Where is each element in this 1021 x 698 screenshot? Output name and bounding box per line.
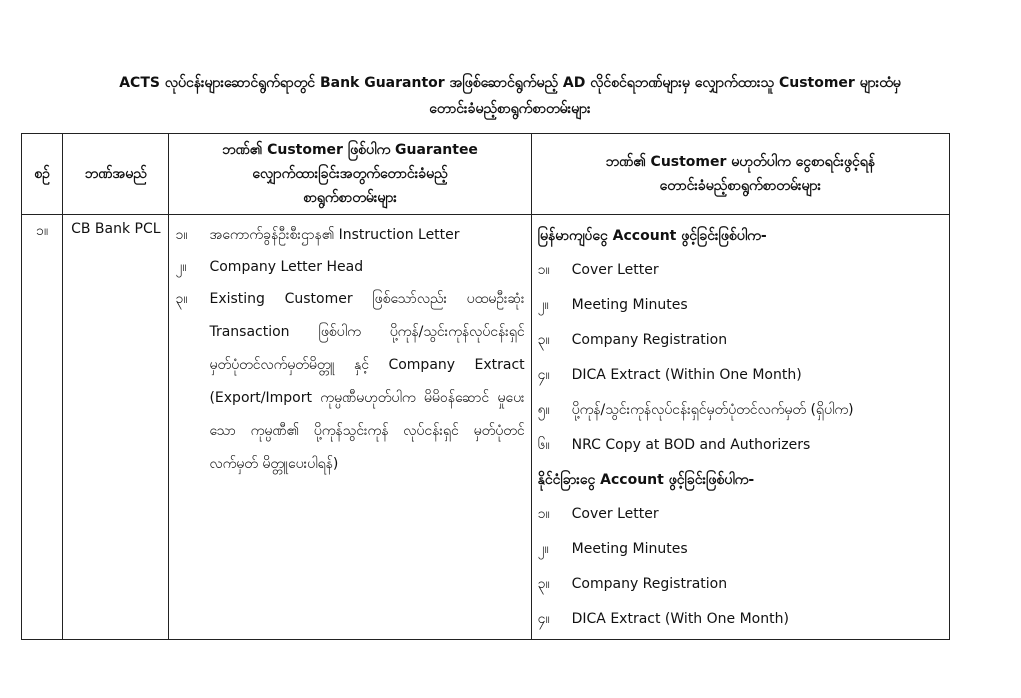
- item-text: DICA Extract (With One Month): [571, 611, 789, 627]
- customer-doc-item: [175, 219, 524, 251]
- document-title: [40, 70, 980, 122]
- local-doc-item: [538, 358, 943, 393]
- item-number: ၃။: [175, 291, 188, 307]
- header-customer-docs-line3: စာရွက်စာတမ်းများ: [303, 190, 397, 206]
- header-no: စဉ်: [22, 134, 63, 215]
- title-line-2: တောင်းခံမည့်စာရွက်စာတမ်းများ: [429, 101, 591, 117]
- item-text: Meeting Minutes: [571, 297, 688, 313]
- header-bank: ဘဏ်အမည်: [63, 134, 169, 215]
- item-number: ၄။: [537, 367, 550, 383]
- header-non-customer-docs-line1: ဘဏ်၏ Customer မဟုတ်ပါက ငွေစာရင်းဖွင့်ရန်: [605, 154, 875, 170]
- local-doc-item: [538, 253, 943, 288]
- title-line-1: ACTS လုပ်ငန်းများဆောင်ရွက်ရာတွင် Bank Guarantor အဖြစ်ဆောင်ရွက်မည့် AD လိုင်စင်ရဘဏ်များမှ လျှောက်ထားသူ Customer များထံမှ: [119, 75, 901, 91]
- bank-name: CB Bank PCL: [63, 215, 169, 640]
- foreign-doc-item: [538, 567, 943, 602]
- local-doc-item: [538, 288, 943, 323]
- header-customer-docs-line2: လျှောက်ထားခြင်းအတွက်တောင်းခံမည့်: [252, 166, 448, 182]
- item-text: Meeting Minutes: [571, 541, 688, 557]
- item-number: ၁။: [175, 227, 188, 243]
- customer-doc-item: [175, 283, 524, 481]
- item-number: ၂။: [175, 259, 187, 275]
- item-number: ၁။: [537, 262, 550, 278]
- customer-docs-cell: [169, 215, 531, 640]
- item-text: Company Registration: [571, 576, 728, 592]
- item-number: ၁။: [537, 506, 550, 522]
- foreign-doc-item: [538, 532, 943, 567]
- item-number: ၆။: [537, 437, 550, 453]
- item-number: ၅။: [537, 402, 550, 418]
- local-doc-item: [538, 323, 943, 358]
- foreign-currency-heading: နိုင်ငံခြားငွေ Account ဖွင့်ခြင်းဖြစ်ပါက-: [537, 472, 755, 488]
- item-text: Cover Letter: [571, 506, 659, 522]
- item-number: ၄။: [537, 611, 550, 627]
- item-number: ၂။: [537, 297, 549, 313]
- local-currency-heading: မြန်မာကျပ်ငွေ Account ဖွင့်ခြင်းဖြစ်ပါက-: [537, 228, 767, 244]
- item-number: ၃။: [537, 332, 550, 348]
- row-number: ၁။: [22, 215, 63, 640]
- item-text: NRC Copy at BOD and Authorizers: [571, 437, 811, 453]
- header-non-customer-docs: [531, 134, 949, 215]
- item-text: Cover Letter: [571, 262, 659, 278]
- header-customer-docs: [169, 134, 531, 215]
- item-text: Company Registration: [571, 332, 728, 348]
- requirements-table: [21, 133, 950, 640]
- item-text: Company Letter Head: [209, 259, 364, 275]
- foreign-doc-item: [538, 497, 943, 532]
- foreign-doc-item: [538, 602, 943, 637]
- customer-doc-item: [175, 251, 524, 283]
- local-doc-item: [538, 428, 943, 463]
- item-text: DICA Extract (Within One Month): [571, 367, 802, 383]
- item-text: ပို့ကုန်/သွင်းကုန်လုပ်ငန်းရှင်မှတ်ပုံတင်လက်မှတ် (ရှိပါက): [571, 402, 854, 418]
- local-doc-item: [538, 393, 943, 428]
- item-number: ၃။: [537, 576, 550, 592]
- table-row: [22, 215, 950, 640]
- item-text: Existing Customer ဖြစ်သော်လည်း ပထမဦးဆုံး Transaction ဖြစ်ပါက ပို့ကုန်/သွင်းကုန်လုပ်ငန်းရှင် မှတ်ပုံတင်လက်မှတ်မိတ္တူ နှင့် Company Extract (Export/Import ကုမ္ပဏီမဟုတ်ပါက မိမိဝန်ဆောင် မှုပေးသော ကုမ္ပဏီ၏ ပို့ကုန်သွင်းကုန် လုပ်ငန်းရှင် မှတ်ပုံတင်လက်မှတ် မိတ္တူပေးပါရန်): [209, 291, 525, 472]
- header-non-customer-docs-line2: တောင်းခံမည့်စာရွက်စာတမ်းများ: [659, 178, 822, 194]
- item-number: ၂။: [537, 541, 549, 557]
- table-header-row: [22, 134, 950, 215]
- item-text: အကောက်ခွန်ဦးစီးဌာန၏ Instruction Letter: [209, 227, 460, 243]
- header-customer-docs-line1: ဘဏ်၏ Customer ဖြစ်ပါက Guarantee: [222, 142, 478, 158]
- non-customer-docs-cell: [531, 215, 949, 640]
